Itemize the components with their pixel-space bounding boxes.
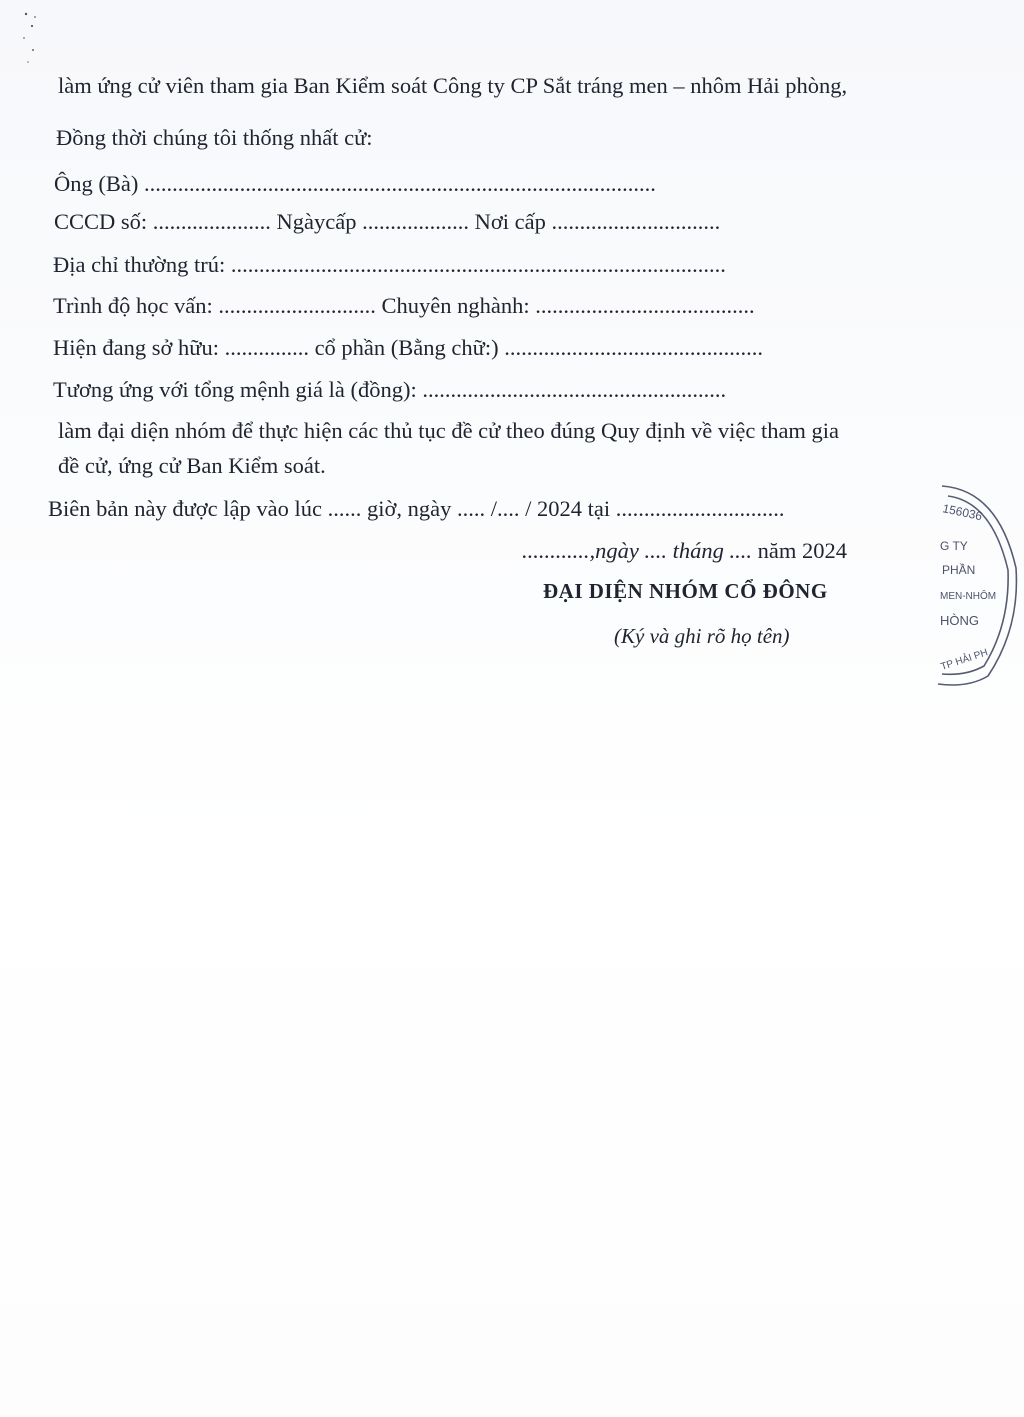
date-line bbox=[522, 537, 847, 565]
stamp-phan: PHẦN bbox=[942, 563, 976, 577]
shares-owned-field: Hiện đang sở hữu: ............... cổ phần (Bằng chữ:) .............................................. bbox=[53, 335, 763, 360]
company-seal-stamp bbox=[928, 478, 1024, 690]
representative-role-line: làm đại diện nhóm để thực hiện các thủ tục đề cử theo đúng Quy định về việc tham gia bbox=[58, 418, 840, 443]
stamp-tp: TP HẢI PH bbox=[939, 647, 990, 673]
representative-role-line-2: đề cử, ứng cử Ban Kiểm soát. bbox=[58, 453, 326, 478]
signature-note: (Ký và ghi rõ họ tên) bbox=[614, 624, 790, 648]
address-field: Địa chỉ thường trú: ........................................................................................ bbox=[53, 252, 726, 277]
stamp-cong-ty: G TY bbox=[940, 539, 968, 553]
par-value-field: Tương ứng với tổng mệnh giá là (đồng): ...................................................... bbox=[53, 377, 727, 402]
minutes-time-place-line: Biên bản này được lập vào lúc ...... giờ, ngày ..... /.... / 2024 tại .............................. bbox=[48, 496, 785, 521]
date-line-year: năm 2024 bbox=[752, 538, 847, 563]
id-card-field: CCCD số: ..................... Ngàycấp ................... Nơi cấp .............................. bbox=[54, 209, 721, 234]
representative-name-field: Ông (Bà) ........................................................................................... bbox=[54, 171, 656, 196]
candidate-intro-line: làm ứng cử viên tham gia Ban Kiểm soát Công ty CP Sắt tráng men – nhôm Hải phòng, bbox=[58, 73, 848, 98]
education-field: Trình độ học vấn: ............................ Chuyên nghành: ....................................... bbox=[53, 293, 755, 318]
signature-heading: ĐẠI DIỆN NHÓM CỔ ĐÔNG bbox=[543, 579, 828, 603]
date-line-italic: ............,ngày .... tháng .... bbox=[522, 538, 752, 563]
stamp-number: 156036 bbox=[941, 501, 984, 524]
stamp-phong: HÒNG bbox=[940, 613, 979, 628]
stamp-men-nhom: MEN-NHÔM bbox=[940, 591, 997, 602]
agreement-line: Đồng thời chúng tôi thống nhất cử: bbox=[56, 125, 373, 150]
paper-specks bbox=[20, 8, 50, 68]
